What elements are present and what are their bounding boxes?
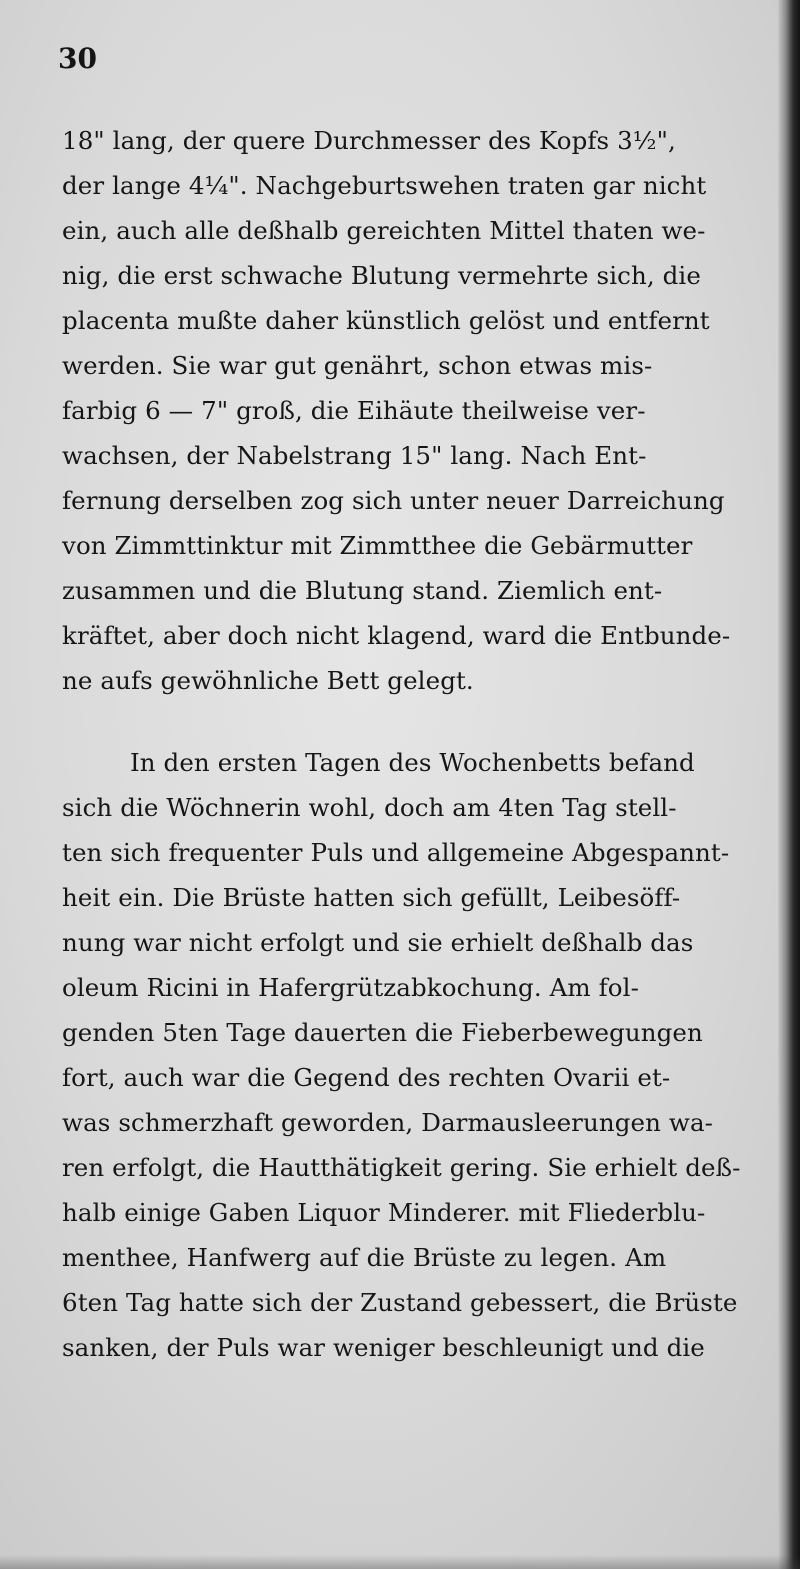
text-line: fort, auch war die Gegend des rechten Ovarii et- [62,1063,671,1092]
body-text [62,118,762,1370]
text-line: ne aufs gewöhnliche Bett gelegt. [62,666,474,695]
text-line: sanken, der Puls war weniger beschleunigt und die [62,1333,705,1362]
text-line: kräftet, aber doch nicht klagend, ward die Entbunde- [62,621,731,650]
text-line: farbig 6 — 7" groß, die Eihäute theilweise ver- [62,396,646,425]
text-line: placenta mußte daher künstlich gelöst und entfernt [62,306,710,335]
text-line: ten sich frequenter Puls und allgemeine Abgespannt- [62,838,730,867]
text-line: In den ersten Tagen des Wochenbetts befand [130,748,695,777]
text-line: halb einige Gaben Liquor Minderer. mit Fliederblu- [62,1198,706,1227]
text-line: 6ten Tag hatte sich der Zustand gebessert, die Brüste [62,1288,738,1317]
paragraph-2 [62,740,762,1370]
paragraph-1 [62,118,762,703]
text-line: oleum Ricini in Hafergrützabkochung. Am fol- [62,973,639,1002]
text-line: genden 5ten Tage dauerten die Fieberbewegungen [62,1018,703,1047]
text-line: fernung derselben zog sich unter neuer Darreichung [62,486,725,515]
page-bottom-shadow [0,1555,800,1569]
text-line: nig, die erst schwache Blutung vermehrte sich, die [62,261,701,290]
text-line: wachsen, der Nabelstrang 15" lang. Nach Ent- [62,441,647,470]
text-line: zusammen und die Blutung stand. Ziemlich ent- [62,576,663,605]
text-line: von Zimmttinktur mit Zimmtthee die Gebärmutter [62,531,693,560]
page-binding-edge [778,0,800,1569]
text-line: menthee, Hanfwerg auf die Brüste zu legen. Am [62,1243,667,1272]
text-line: werden. Sie war gut genährt, schon etwas mis- [62,351,653,380]
text-line: nung war nicht erfolgt und sie erhielt deßhalb das [62,928,694,957]
text-line: der lange 4¼". Nachgeburtswehen traten gar nicht [62,171,707,200]
page-number: 30 [58,42,97,75]
text-line: was schmerzhaft geworden, Darmausleerungen wa- [62,1108,714,1137]
text-line: heit ein. Die Brüste hatten sich gefüllt, Leibesöff- [62,883,681,912]
text-line: ren erfolgt, die Hautthätigkeit gering. Sie erhielt deß- [62,1153,741,1182]
text-line: 18" lang, der quere Durchmesser des Kopfs 3½", [62,126,676,155]
text-line: ein, auch alle deßhalb gereichten Mittel thaten we- [62,216,706,245]
text-line: sich die Wöchnerin wohl, doch am 4ten Tag stell- [62,793,677,822]
